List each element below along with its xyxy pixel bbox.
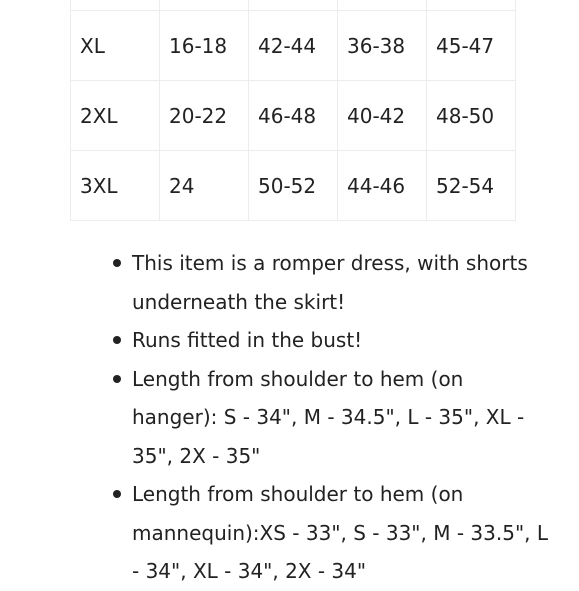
size-label-cell [71, 0, 160, 11]
bullet-icon [113, 375, 121, 383]
measurement-cell: 36-38 [338, 11, 427, 81]
size-chart-table [70, 0, 516, 221]
bullet-icon [113, 490, 121, 498]
measurement-cell [160, 0, 249, 11]
measurement-cell: 50-52 [249, 151, 338, 221]
note-text: This item is a romper dress, with shorts underneath the skirt! [132, 251, 528, 314]
measurement-cell: 46-48 [249, 81, 338, 151]
list-item [132, 244, 552, 321]
size-label-cell: 2XL [71, 81, 160, 151]
note-text: Length from shoulder to hem (on hanger): S - 34", M - 34.5", L - 35", XL - 35", 2X - 35" [132, 366, 525, 468]
table-row [71, 151, 516, 221]
bullet-icon [113, 336, 121, 344]
measurement-cell: 48-50 [427, 81, 516, 151]
note-text: Runs fitted in the bust! [132, 328, 363, 352]
list-item [132, 475, 552, 591]
list-item [132, 321, 552, 360]
measurement-cell: 16-18 [160, 11, 249, 81]
measurement-cell: 44-46 [338, 151, 427, 221]
table-row [71, 11, 516, 81]
note-text: Length from shoulder to hem (on mannequin):XS - 33", S - 33", M - 33.5", L - 34", XL - 34", 2X - 34" [132, 482, 548, 583]
measurement-cell: 24 [160, 151, 249, 221]
measurement-cell: 42-44 [249, 11, 338, 81]
measurement-cell [427, 0, 516, 11]
measurement-cell: 40-42 [338, 81, 427, 151]
list-item [132, 360, 552, 476]
measurement-cell: 45-47 [427, 11, 516, 81]
size-label-cell: 3XL [71, 151, 160, 221]
measurement-cell [338, 0, 427, 11]
measurement-cell: 52-54 [427, 151, 516, 221]
measurement-cell: 20-22 [160, 81, 249, 151]
product-notes-list [104, 244, 552, 591]
bullet-icon [113, 259, 121, 267]
table-row [71, 81, 516, 151]
measurement-cell [249, 0, 338, 11]
table-row [71, 0, 516, 11]
size-label-cell: XL [71, 11, 160, 81]
